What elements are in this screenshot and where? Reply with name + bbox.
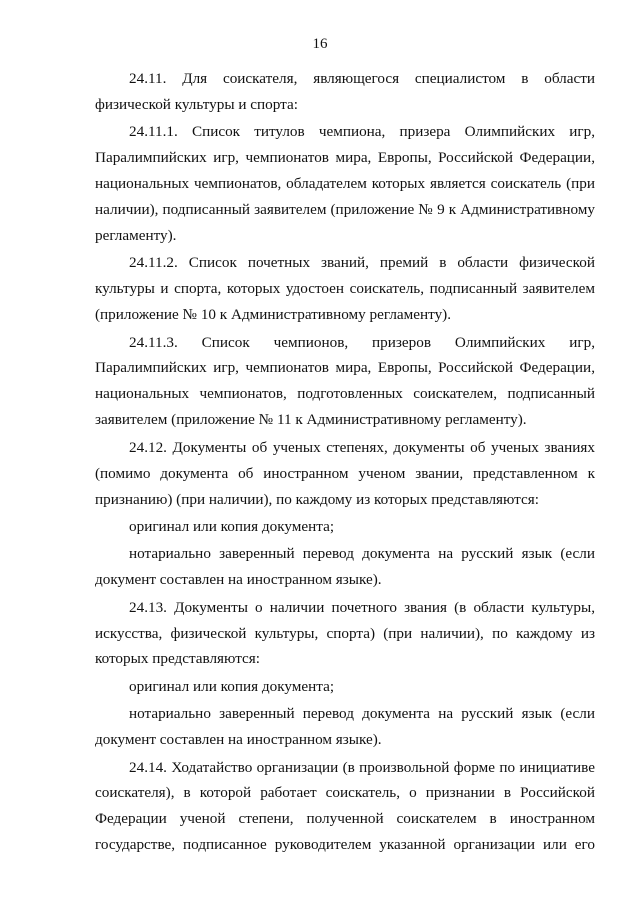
paragraph-24-11-2: 24.11.2. Список почетных званий, премий в области физической культуры и спорта, которых удостоен соискатель, подписанный заявителем (приложение № 10 к Административному регламенту). [95,254,595,324]
paragraph-24-13-item-original: оригинал или копия документа; [129,677,335,695]
paragraph-24-12-item-original: оригинал или копия документа; [129,517,335,535]
paragraph-24-11-1: 24.11.1. Список титулов чемпиона, призера Олимпийских игр, Паралимпийских игр, чемпионатов мира, Европы, Российской Федерации, национальных чемпионатов, обладателем которых является соискатель (при наличии), подписанный заявителем (приложение № 9 к Административному регламенту). [95,123,595,244]
paragraph-24-13-item-translation: нотариально заверенный перевод документа на русский язык (если документ составлен на иностранном языке). [95,705,595,749]
paragraph-24-12-item-translation: нотариально заверенный перевод документа на русский язык (если документ составлен на иностранном языке). [95,545,595,589]
paragraph-24-13: 24.13. Документы о наличии почетного звания (в области культуры, искусства, физической культуры, спорта) (при наличии), по каждому из которых представляются: [95,598,595,668]
paragraph-24-12: 24.12. Документы об ученых степенях, документы об ученых званиях (помимо документа об иностранном ученом звании, представленном к признанию) (при наличии), по каждому из которых представляются: [95,438,595,508]
paragraph-24-11-3: 24.11.3. Список чемпионов, призеров Олимпийских игр, Паралимпийских игр, чемпионатов мира, Европы, Российской Федерации, национальных чемпионатов, подготовленных соискателем, подписанный заявителем (приложение № 11 к Административному регламенту). [95,333,595,429]
paragraph-24-11: 24.11. Для соискателя, являющегося специалистом в области физической культуры и спорта: [95,70,595,113]
page-number: 16 [312,36,328,52]
document-body [95,66,595,860]
paragraph-24-14: 24.14. Ходатайство организации (в произвольной форме по инициативе соискателя), в которой работает соискатель, о признании в Российской Федерации ученой степени, полученной соискателем в иностранном государстве, подписанное руководителем указанной организации или его [95,758,595,854]
